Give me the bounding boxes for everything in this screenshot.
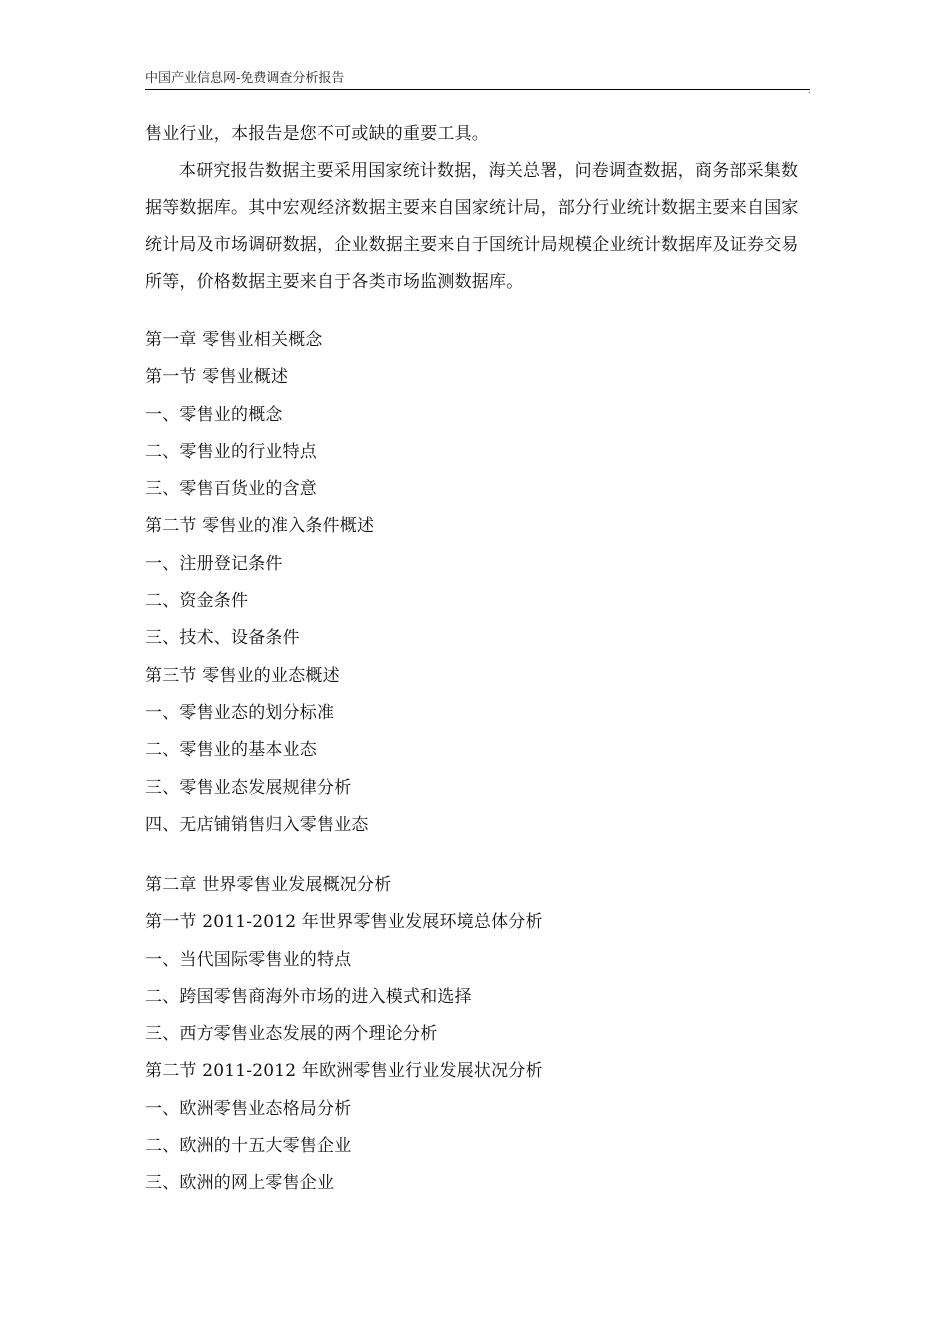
header-tick: . [808, 86, 811, 95]
toc-item: 二、零售业的行业特点 [145, 441, 317, 462]
toc-item: 二、跨国零售商海外市场的进入模式和选择 [145, 986, 472, 1007]
header-rule [145, 89, 810, 90]
toc-item: 一、当代国际零售业的特点 [145, 949, 352, 970]
page-header: 中国产业信息网-免费调查分析报告 [145, 71, 345, 86]
paragraph-continuation: 售业行业，本报告是您不可或缺的重要工具。 [145, 124, 489, 144]
toc-section-heading: 第一节 2011-2012 年世界零售业发展环境总体分析 [145, 912, 543, 933]
toc-item: 三、零售百货业的含意 [145, 479, 317, 500]
toc-item: 二、资金条件 [145, 591, 249, 612]
toc-item: 二、零售业的基本业态 [145, 740, 317, 761]
toc-item: 三、技术、设备条件 [145, 628, 300, 649]
paragraph-data-sources: 本研究报告数据主要采用国家统计数据，海关总署，问卷调查数据，商务部采集数据等数据库。其中宏观经济数据主要来自国家统计局，部分行业统计数据主要来自国家统计局及市场调研数据，企业数据主要来自于国统计局规模企业统计数据库及证券交易所等，价格数据主要来自于各类市场监测数据库。 [145, 161, 799, 292]
toc-chapter-heading: 第二章 世界零售业发展概况分析 [145, 875, 392, 895]
toc-section-heading: 第三节 零售业的业态概述 [145, 665, 340, 686]
toc-item: 一、欧洲零售业态格局分析 [145, 1098, 352, 1119]
toc-item: 一、注册登记条件 [145, 553, 283, 574]
toc-item: 三、西方零售业态发展的两个理论分析 [145, 1024, 438, 1045]
toc-section-heading: 第二节 零售业的准入条件概述 [145, 516, 375, 537]
toc-item: 四、无店铺销售归入零售业态 [145, 814, 369, 835]
toc-item: 一、零售业态的划分标准 [145, 702, 335, 723]
toc-chapter-2 [145, 867, 810, 1203]
toc-item: 一、零售业的概念 [145, 404, 283, 425]
toc-item: 二、欧洲的十五大零售企业 [145, 1136, 352, 1157]
toc-section-heading: 第二节 2011-2012 年欧洲零售业行业发展状况分析 [145, 1061, 543, 1082]
toc-section-heading: 第一节 零售业概述 [145, 367, 289, 388]
toc-chapter-1 [145, 322, 810, 844]
toc-item: 三、欧洲的网上零售企业 [145, 1173, 335, 1194]
toc-item: 三、零售业态发展规律分析 [145, 777, 352, 798]
toc-chapter-heading: 第一章 零售业相关概念 [145, 330, 323, 350]
